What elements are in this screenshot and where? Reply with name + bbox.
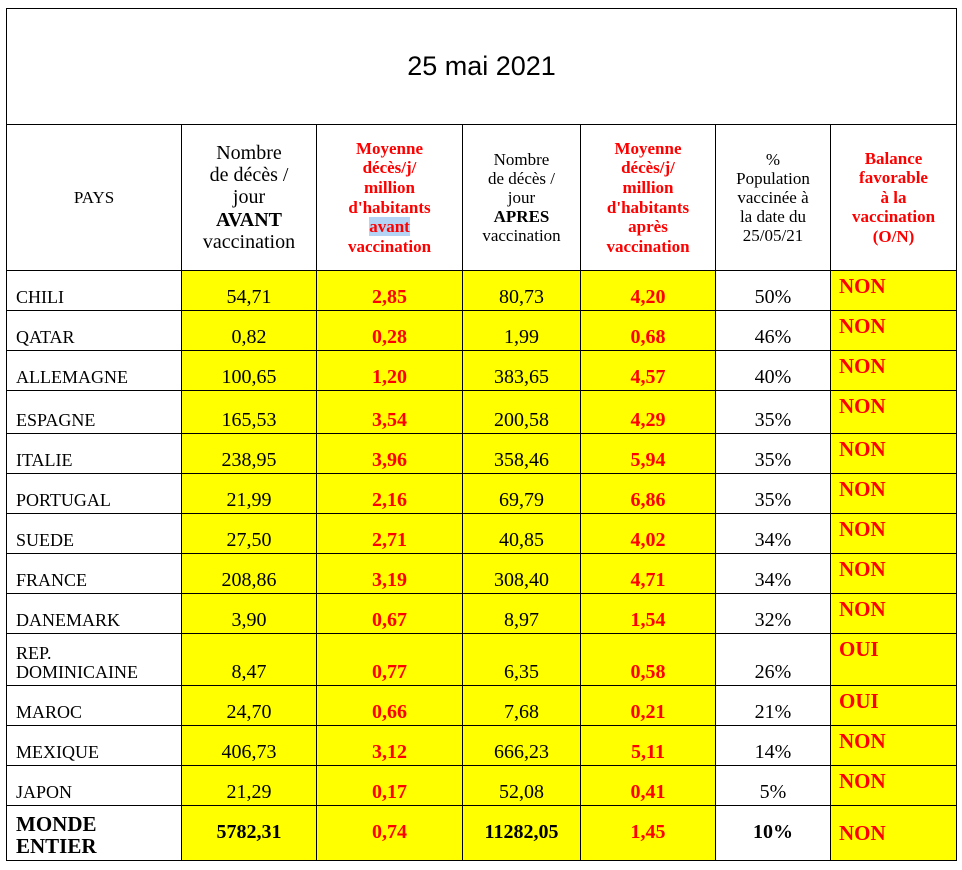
header-moyenne-apres: Moyenne décès/j/ million d'habitants après vaccination [581,125,716,271]
cell-deces-apres: 666,23 [463,726,581,766]
cell-balance: NON [831,806,957,861]
cell-pays [7,311,182,351]
cell-balance: NON [831,594,957,634]
cell-pct-population: 34% [716,554,831,594]
table-row [7,686,957,726]
cell-moyenne-avant: 0,66 [317,686,463,726]
cell-pct-population: 21% [716,686,831,726]
cell-deces-apres: 6,35 [463,634,581,686]
cell-deces-avant: 24,70 [182,686,317,726]
cell-balance: NON [831,474,957,514]
cell-moyenne-apres: 5,94 [581,434,716,474]
header-row [7,125,957,271]
country-name-line: CHILI [16,287,64,308]
table-row [7,391,957,434]
table-row [7,271,957,311]
cell-pays [7,391,182,434]
cell-deces-apres: 383,65 [463,351,581,391]
country-name-line: ITALIE [16,450,73,471]
table-row [7,351,957,391]
cell-balance: NON [831,391,957,434]
cell-moyenne-avant: 2,16 [317,474,463,514]
cell-pays [7,594,182,634]
country-name-line: DANEMARK [16,610,121,631]
cell-deces-apres: 40,85 [463,514,581,554]
country-name-line: DOMINICAINE [16,662,138,683]
cell-deces-avant: 3,90 [182,594,317,634]
cell-deces-avant: 5782,31 [182,806,317,861]
cell-balance: NON [831,726,957,766]
header-moyenne-avant: Moyenne décès/j/ million d'habitants avant vaccination [317,125,463,271]
cell-moyenne-apres: 4,02 [581,514,716,554]
selected-word-avant: avant [369,217,410,237]
header-pct-population: % Population vaccinée à la date du 25/05/21 [716,125,831,271]
cell-moyenne-avant: 1,20 [317,351,463,391]
cell-deces-apres: 200,58 [463,391,581,434]
table-row [7,474,957,514]
cell-pct-population: 40% [716,351,831,391]
cell-deces-apres: 358,46 [463,434,581,474]
cell-deces-apres: 11282,05 [463,806,581,861]
data-table [6,8,957,861]
cell-pct-population: 35% [716,474,831,514]
cell-pays [7,434,182,474]
cell-deces-apres: 52,08 [463,766,581,806]
table-row [7,594,957,634]
country-name-line: MAROC [16,702,83,723]
cell-balance: NON [831,514,957,554]
cell-pays [7,474,182,514]
total-row [7,806,957,861]
cell-balance: OUI [831,634,957,686]
cell-pct-population: 32% [716,594,831,634]
table-row [7,554,957,594]
title-cell [7,9,957,125]
cell-pays [7,806,182,861]
header-pays: PAYS [7,125,182,271]
cell-pays [7,514,182,554]
cell-pays [7,271,182,311]
cell-pays [7,726,182,766]
cell-moyenne-avant: 0,74 [317,806,463,861]
cell-moyenne-apres: 0,68 [581,311,716,351]
country-name-line: PORTUGAL [16,490,111,511]
cell-deces-avant: 21,29 [182,766,317,806]
table-row [7,634,957,686]
cell-deces-apres: 69,79 [463,474,581,514]
cell-deces-avant: 100,65 [182,351,317,391]
cell-deces-avant: 8,47 [182,634,317,686]
cell-pct-population: 26% [716,634,831,686]
cell-moyenne-apres: 0,58 [581,634,716,686]
cell-moyenne-apres: 4,57 [581,351,716,391]
country-name-line: JAPON [16,782,73,803]
header-deces-avant: Nombre de décès / jour AVANT vaccination [182,125,317,271]
cell-moyenne-apres: 5,11 [581,726,716,766]
country-name-line: MEXIQUE [16,742,99,763]
cell-moyenne-avant: 3,96 [317,434,463,474]
title-row [7,9,957,125]
cell-pct-population: 5% [716,766,831,806]
cell-moyenne-avant: 3,54 [317,391,463,434]
cell-deces-apres: 308,40 [463,554,581,594]
cell-deces-avant: 54,71 [182,271,317,311]
country-name-line: REP. [16,643,52,664]
table-row [7,514,957,554]
cell-moyenne-avant: 0,77 [317,634,463,686]
cell-moyenne-apres: 1,54 [581,594,716,634]
cell-pct-population: 35% [716,434,831,474]
table-row [7,434,957,474]
cell-balance: OUI [831,686,957,726]
country-name-line: FRANCE [16,570,88,591]
cell-moyenne-avant: 3,12 [317,726,463,766]
cell-pct-population: 10% [716,806,831,861]
cell-balance: NON [831,311,957,351]
cell-moyenne-apres: 4,20 [581,271,716,311]
cell-balance: NON [831,554,957,594]
country-name-line: SUEDE [16,530,74,551]
country-name-line: ENTIER [16,833,97,858]
cell-deces-apres: 8,97 [463,594,581,634]
header-balance: Balance favorable à la vaccination (O/N) [831,125,957,271]
table-row [7,311,957,351]
cell-deces-apres: 1,99 [463,311,581,351]
cell-deces-avant: 165,53 [182,391,317,434]
cell-moyenne-avant: 2,85 [317,271,463,311]
table-body [7,271,957,861]
table-row [7,766,957,806]
cell-pays [7,766,182,806]
country-name-line: MONDE [16,811,97,836]
cell-moyenne-avant: 3,19 [317,554,463,594]
country-name-line: ALLEMAGNE [16,367,128,388]
cell-pays [7,686,182,726]
cell-balance: NON [831,271,957,311]
cell-pays [7,351,182,391]
cell-deces-avant: 406,73 [182,726,317,766]
cell-moyenne-apres: 6,86 [581,474,716,514]
cell-pct-population: 14% [716,726,831,766]
cell-deces-avant: 0,82 [182,311,317,351]
cell-pays [7,554,182,594]
table-row [7,726,957,766]
cell-moyenne-avant: 0,17 [317,766,463,806]
cell-deces-avant: 208,86 [182,554,317,594]
table-title: 25 mai 2021 [407,51,556,81]
cell-moyenne-avant: 2,71 [317,514,463,554]
cell-moyenne-apres: 0,41 [581,766,716,806]
cell-pct-population: 46% [716,311,831,351]
cell-moyenne-avant: 0,28 [317,311,463,351]
country-name-line: QATAR [16,327,75,348]
cell-deces-avant: 21,99 [182,474,317,514]
header-deces-apres: Nombre de décès / jour APRES vaccination [463,125,581,271]
cell-pct-population: 34% [716,514,831,554]
cell-deces-avant: 238,95 [182,434,317,474]
cell-deces-avant: 27,50 [182,514,317,554]
cell-moyenne-apres: 4,71 [581,554,716,594]
cell-pct-population: 50% [716,271,831,311]
cell-deces-apres: 7,68 [463,686,581,726]
cell-pays [7,634,182,686]
cell-moyenne-apres: 0,21 [581,686,716,726]
cell-pct-population: 35% [716,391,831,434]
cell-balance: NON [831,434,957,474]
cell-moyenne-avant: 0,67 [317,594,463,634]
cell-deces-apres: 80,73 [463,271,581,311]
country-name-line: ESPAGNE [16,410,96,431]
cell-balance: NON [831,351,957,391]
cell-balance: NON [831,766,957,806]
cell-moyenne-apres: 4,29 [581,391,716,434]
cell-moyenne-apres: 1,45 [581,806,716,861]
